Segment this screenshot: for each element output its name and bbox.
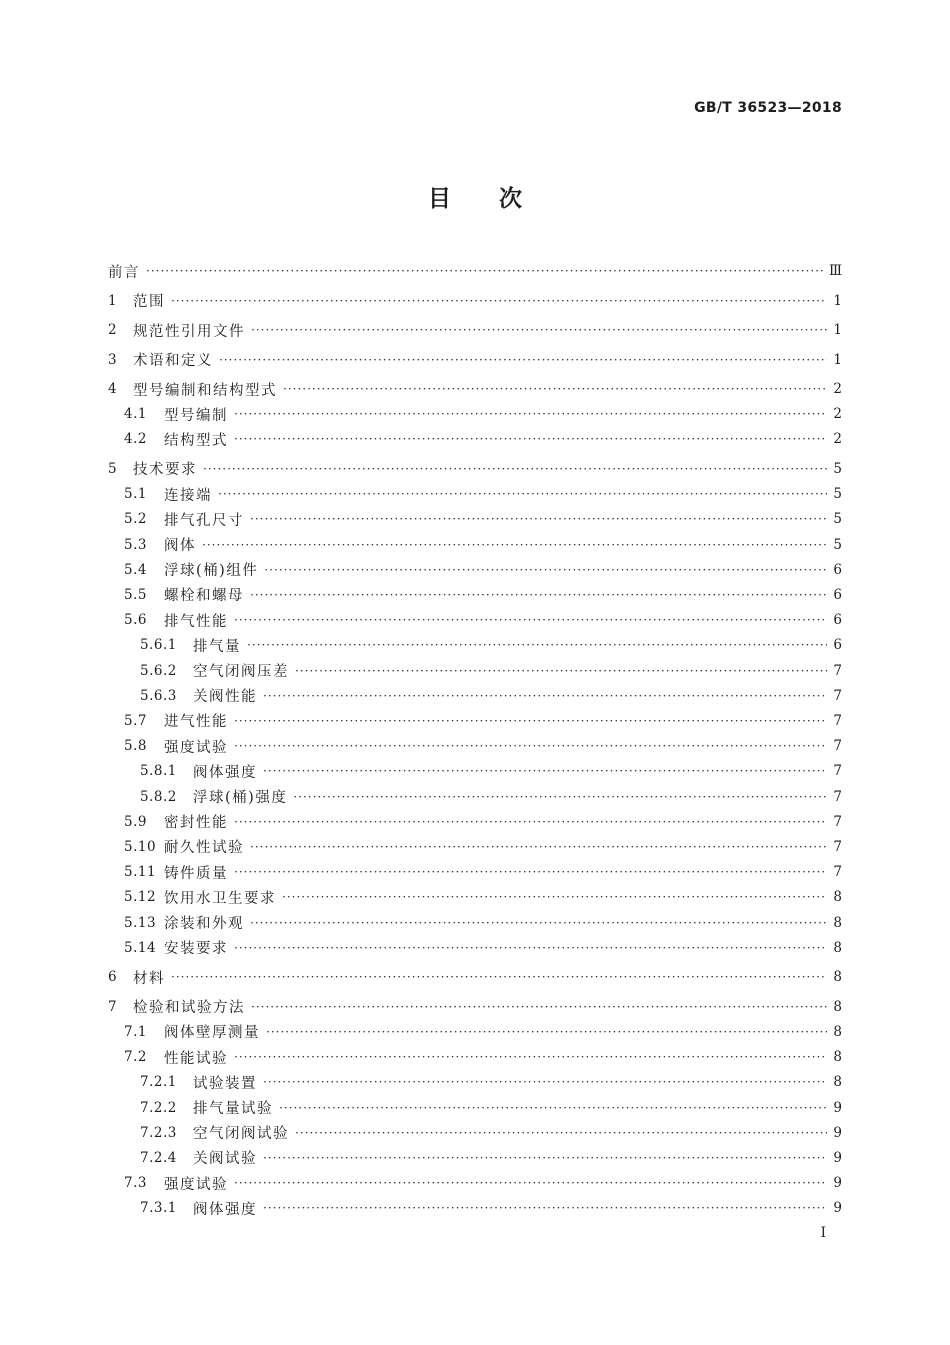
- toc-leader-dots: [234, 937, 827, 959]
- toc-entry-page: 2: [833, 431, 842, 448]
- toc-entry-number: 5: [108, 460, 118, 477]
- toc-entry-number: 7.3.1: [140, 1200, 177, 1217]
- toc-entry-title: 连接端: [164, 487, 212, 504]
- toc-entry-title: 前言: [108, 264, 140, 281]
- toc-entry-page: 7: [833, 864, 842, 881]
- toc-leader-dots: [234, 609, 827, 631]
- toc-entry-number: 2: [108, 322, 118, 338]
- toc-leader-dots: [234, 710, 827, 732]
- toc-leader-dots: [250, 584, 827, 606]
- toc-leader-dots: [234, 428, 827, 450]
- toc-entry[interactable]: [108, 811, 842, 833]
- toc-entry-title: 螺栓和螺母: [164, 588, 244, 605]
- toc-leader-dots: [279, 1097, 827, 1119]
- toc-entry-page: 8: [833, 1023, 842, 1040]
- toc-entry[interactable]: [108, 710, 842, 732]
- toc-entry-page: 7: [833, 738, 842, 755]
- toc-entry-title: 型号编制: [164, 407, 228, 424]
- toc-entry-number: 6: [108, 969, 118, 986]
- toc-entry-page: 8: [833, 914, 842, 931]
- toc-entry[interactable]: [108, 559, 842, 581]
- toc-entry-title: 试验装置: [193, 1075, 257, 1092]
- toc-entry-number: 5.9: [124, 813, 147, 830]
- toc-entry-number: 5.10: [124, 838, 157, 855]
- toc-entry-number: 1: [108, 292, 118, 309]
- toc-leader-dots: [266, 1021, 827, 1043]
- toc-entry-title: 检验和试验方法: [133, 1000, 245, 1017]
- toc-entry-page: 7: [833, 712, 842, 729]
- toc-leader-dots: [234, 811, 827, 833]
- toc-entry-page: 7: [833, 838, 842, 855]
- toc-leader-dots: [234, 1046, 827, 1068]
- toc-entry-page: 9: [833, 1099, 842, 1116]
- toc-entry-title: 型号编制和结构型式: [133, 382, 277, 399]
- toc-leader-dots: [218, 483, 827, 505]
- toc-entry-title: 进气性能: [164, 714, 228, 731]
- toc-entry-page: 8: [833, 939, 842, 956]
- toc-entry-page: 7: [833, 662, 842, 679]
- toc-entry-title: 涂装和外观: [164, 916, 244, 932]
- toc-entry-page: 9: [833, 1200, 842, 1217]
- toc-leader-dots: [263, 760, 827, 782]
- toc-entry-number: 5.8.2: [140, 788, 177, 805]
- toc-entry-number: 5.4: [124, 561, 147, 578]
- toc-leader-dots: [263, 1197, 827, 1219]
- toc-leader-dots: [146, 260, 823, 282]
- toc-entry-title: 铸件质量: [164, 865, 228, 882]
- toc-entry-page: 6: [833, 612, 842, 629]
- toc-entry-number: 5.14: [124, 939, 157, 956]
- toc-entry-title: 阀体强度: [193, 1201, 257, 1218]
- toc-entry-title: 关阀试验: [193, 1151, 257, 1168]
- toc-leader-dots: [263, 685, 827, 707]
- toc-leader-dots: [282, 886, 827, 908]
- toc-entry[interactable]: [108, 1172, 842, 1194]
- toc-leader-dots: [171, 966, 827, 988]
- toc-entry-page: 7: [833, 813, 842, 830]
- toc-entry-title: 强度试验: [164, 1176, 228, 1193]
- toc-entry[interactable]: [108, 966, 842, 988]
- toc-entry-page: Ⅲ: [828, 263, 842, 279]
- toc-entry-number: 5.3: [124, 536, 147, 553]
- toc-entry-number: 3: [108, 351, 118, 368]
- toc-entry-page: 5: [833, 511, 842, 528]
- standard-code: GB/T 36523—2018: [694, 100, 842, 116]
- toc-entry[interactable]: [108, 996, 842, 1018]
- toc-entry-number: 7.2: [124, 1049, 147, 1066]
- toc-entry-title: 排气量: [193, 638, 241, 655]
- toc-leader-dots: [251, 319, 827, 341]
- toc-entry-number: 5.6.1: [140, 637, 177, 654]
- toc-entry-page: 9: [833, 1149, 842, 1166]
- toc-leader-dots: [250, 912, 827, 934]
- toc-entry[interactable]: [108, 685, 842, 707]
- toc-entry[interactable]: [108, 1071, 842, 1093]
- toc-entry-number: 5.6.2: [140, 662, 177, 679]
- toc-entry-title: 结构型式: [164, 432, 228, 449]
- toc-entry-page: 7: [833, 687, 842, 704]
- toc-leader-dots: [263, 1147, 827, 1169]
- toc-entry[interactable]: [108, 660, 842, 682]
- toc-entry-number: 5.11: [124, 864, 157, 881]
- toc-entry-number: 7.1: [124, 1023, 147, 1040]
- toc-leader-dots: [263, 1071, 827, 1093]
- toc-entry[interactable]: [108, 861, 842, 883]
- toc-entry[interactable]: [108, 378, 842, 400]
- toc-leader-dots: [293, 786, 827, 808]
- toc-entry-page: 8: [833, 1049, 842, 1066]
- toc-entry-title: 关阀性能: [193, 689, 257, 706]
- toc-entry-number: 5.12: [124, 889, 157, 906]
- toc-entry-title: 排气性能: [164, 613, 228, 630]
- toc-entry-title: 耐久性试验: [164, 840, 244, 857]
- toc-entry-title: 排气量试验: [193, 1101, 273, 1117]
- toc-entry-page: 1: [833, 351, 842, 368]
- toc-entry-number: 5.13: [124, 914, 157, 931]
- toc-entry-title: 阀体: [164, 538, 196, 554]
- toc-entry-number: 4.2: [124, 431, 147, 448]
- toc-entry-page: 8: [833, 889, 842, 906]
- toc-entry[interactable]: [108, 1097, 842, 1119]
- toc-entry-number: 4: [108, 381, 118, 397]
- toc-entry-number: 7.2.2: [140, 1099, 177, 1116]
- toc-entry[interactable]: [108, 1021, 842, 1043]
- toc-leader-dots: [171, 290, 827, 312]
- toc-entry[interactable]: [108, 584, 842, 606]
- toc-entry-number: 5.8.1: [140, 763, 177, 780]
- toc-entry-number: 5.6.3: [140, 687, 177, 704]
- toc-leader-dots: [295, 660, 827, 682]
- toc-entry-number: 4.1: [124, 406, 147, 423]
- toc-leader-dots: [295, 1122, 827, 1144]
- toc-entry[interactable]: [108, 319, 842, 341]
- toc-entry-title: 材料: [133, 970, 165, 987]
- toc-entry-page: 5: [833, 486, 842, 503]
- toc-entry-page: 7: [833, 763, 842, 780]
- toc-leader-dots: [234, 403, 827, 425]
- toc-entry-number: 5.1: [124, 486, 147, 503]
- toc-entry-title: 性能试验: [164, 1050, 228, 1067]
- toc-leader-dots: [219, 349, 827, 371]
- toc-entry-page: 8: [833, 1074, 842, 1091]
- toc-entry-page: 6: [833, 586, 842, 603]
- toc-entry-page: 5: [833, 536, 842, 553]
- toc-leader-dots: [234, 1172, 827, 1194]
- toc-leader-dots: [234, 735, 827, 757]
- toc-entry-page: 8: [833, 969, 842, 986]
- toc-entry-number: 5.8: [124, 738, 147, 755]
- toc-entry-title: 空气闭阀试验: [193, 1126, 289, 1143]
- toc-entry[interactable]: [108, 403, 842, 425]
- toc-entry-title: 阀体壁厚测量: [164, 1025, 260, 1042]
- toc-leader-dots: [234, 861, 827, 883]
- toc-entry[interactable]: [108, 508, 842, 530]
- toc-entry[interactable]: [108, 483, 842, 505]
- toc-entry-page: 9: [833, 1124, 842, 1141]
- toc-entry-title: 术语和定义: [133, 353, 213, 369]
- toc-entry-title: 范围: [133, 294, 165, 310]
- toc-leader-dots: [203, 458, 827, 480]
- toc-entry[interactable]: [108, 937, 842, 959]
- toc-entry[interactable]: [108, 634, 842, 656]
- toc-entry[interactable]: [108, 1122, 842, 1144]
- toc-entry-page: 1: [833, 322, 842, 338]
- toc-entry[interactable]: [108, 886, 842, 908]
- toc-entry[interactable]: [108, 1046, 842, 1068]
- toc-leader-dots: [264, 559, 827, 581]
- toc-entry-number: 5.2: [124, 511, 147, 528]
- toc-leader-dots: [250, 508, 827, 530]
- toc-leader-dots: [247, 634, 827, 656]
- toc-entry-number: 7.3: [124, 1175, 147, 1192]
- toc-entry-page: 9: [833, 1175, 842, 1192]
- toc-entry-title: 强度试验: [164, 739, 228, 756]
- toc-entry-title: 安装要求: [164, 941, 228, 958]
- toc-entry-title: 阀体强度: [193, 764, 257, 781]
- toc-leader-dots: [283, 378, 827, 400]
- toc-entry-title: 规范性引用文件: [133, 323, 245, 340]
- toc-leader-dots: [250, 836, 827, 858]
- toc-entry-number: 7.2.4: [140, 1149, 177, 1166]
- toc-entry[interactable]: [108, 786, 842, 808]
- toc-entry-number: 5.5: [124, 586, 147, 603]
- footer-page-number: I: [820, 1225, 826, 1241]
- toc-entry-number: 7.2.3: [140, 1124, 177, 1141]
- toc-entry-page: 1: [833, 292, 842, 309]
- toc-entry-number: 5.6: [124, 612, 147, 629]
- toc-entry-page: 6: [833, 561, 842, 578]
- toc-entry[interactable]: [108, 428, 842, 450]
- toc-entry[interactable]: [108, 760, 842, 782]
- toc-entry[interactable]: [108, 458, 842, 480]
- toc-entry[interactable]: [108, 1197, 842, 1219]
- toc-entry[interactable]: [108, 735, 842, 757]
- toc-entry-title: 浮球(桶)组件: [164, 563, 259, 580]
- toc-entry-page: 8: [833, 998, 842, 1015]
- toc-entry[interactable]: [108, 349, 842, 371]
- toc-entry[interactable]: [108, 1147, 842, 1169]
- toc-entry[interactable]: [108, 836, 842, 858]
- toc-entry-page: 2: [833, 381, 842, 397]
- toc-entry[interactable]: [108, 534, 842, 556]
- toc-entry-page: 7: [833, 788, 842, 805]
- toc-entry-page: 5: [833, 460, 842, 477]
- toc-leader-dots: [202, 534, 827, 556]
- toc-entry[interactable]: [108, 290, 842, 312]
- toc-entry-page: 2: [833, 406, 842, 423]
- toc-entry-title: 技术要求: [133, 462, 197, 479]
- toc-leader-dots: [251, 996, 827, 1018]
- toc-entry[interactable]: [108, 912, 842, 934]
- page-title: 目次: [428, 186, 570, 212]
- toc-entry-number: 7: [108, 998, 118, 1015]
- toc-entry-number: 7.2.1: [140, 1074, 177, 1091]
- toc-entry-page: 6: [833, 637, 842, 654]
- toc-entry-title: 密封性能: [164, 815, 228, 832]
- toc-entry[interactable]: [108, 609, 842, 631]
- toc-entry[interactable]: [108, 260, 842, 282]
- toc-entry-title: 浮球(桶)强度: [193, 790, 288, 806]
- toc-entry-number: 5.7: [124, 712, 147, 729]
- toc-entry-title: 排气孔尺寸: [164, 512, 244, 529]
- toc-entry-title: 空气闭阀压差: [193, 664, 289, 680]
- toc-entry-title: 饮用水卫生要求: [164, 890, 276, 907]
